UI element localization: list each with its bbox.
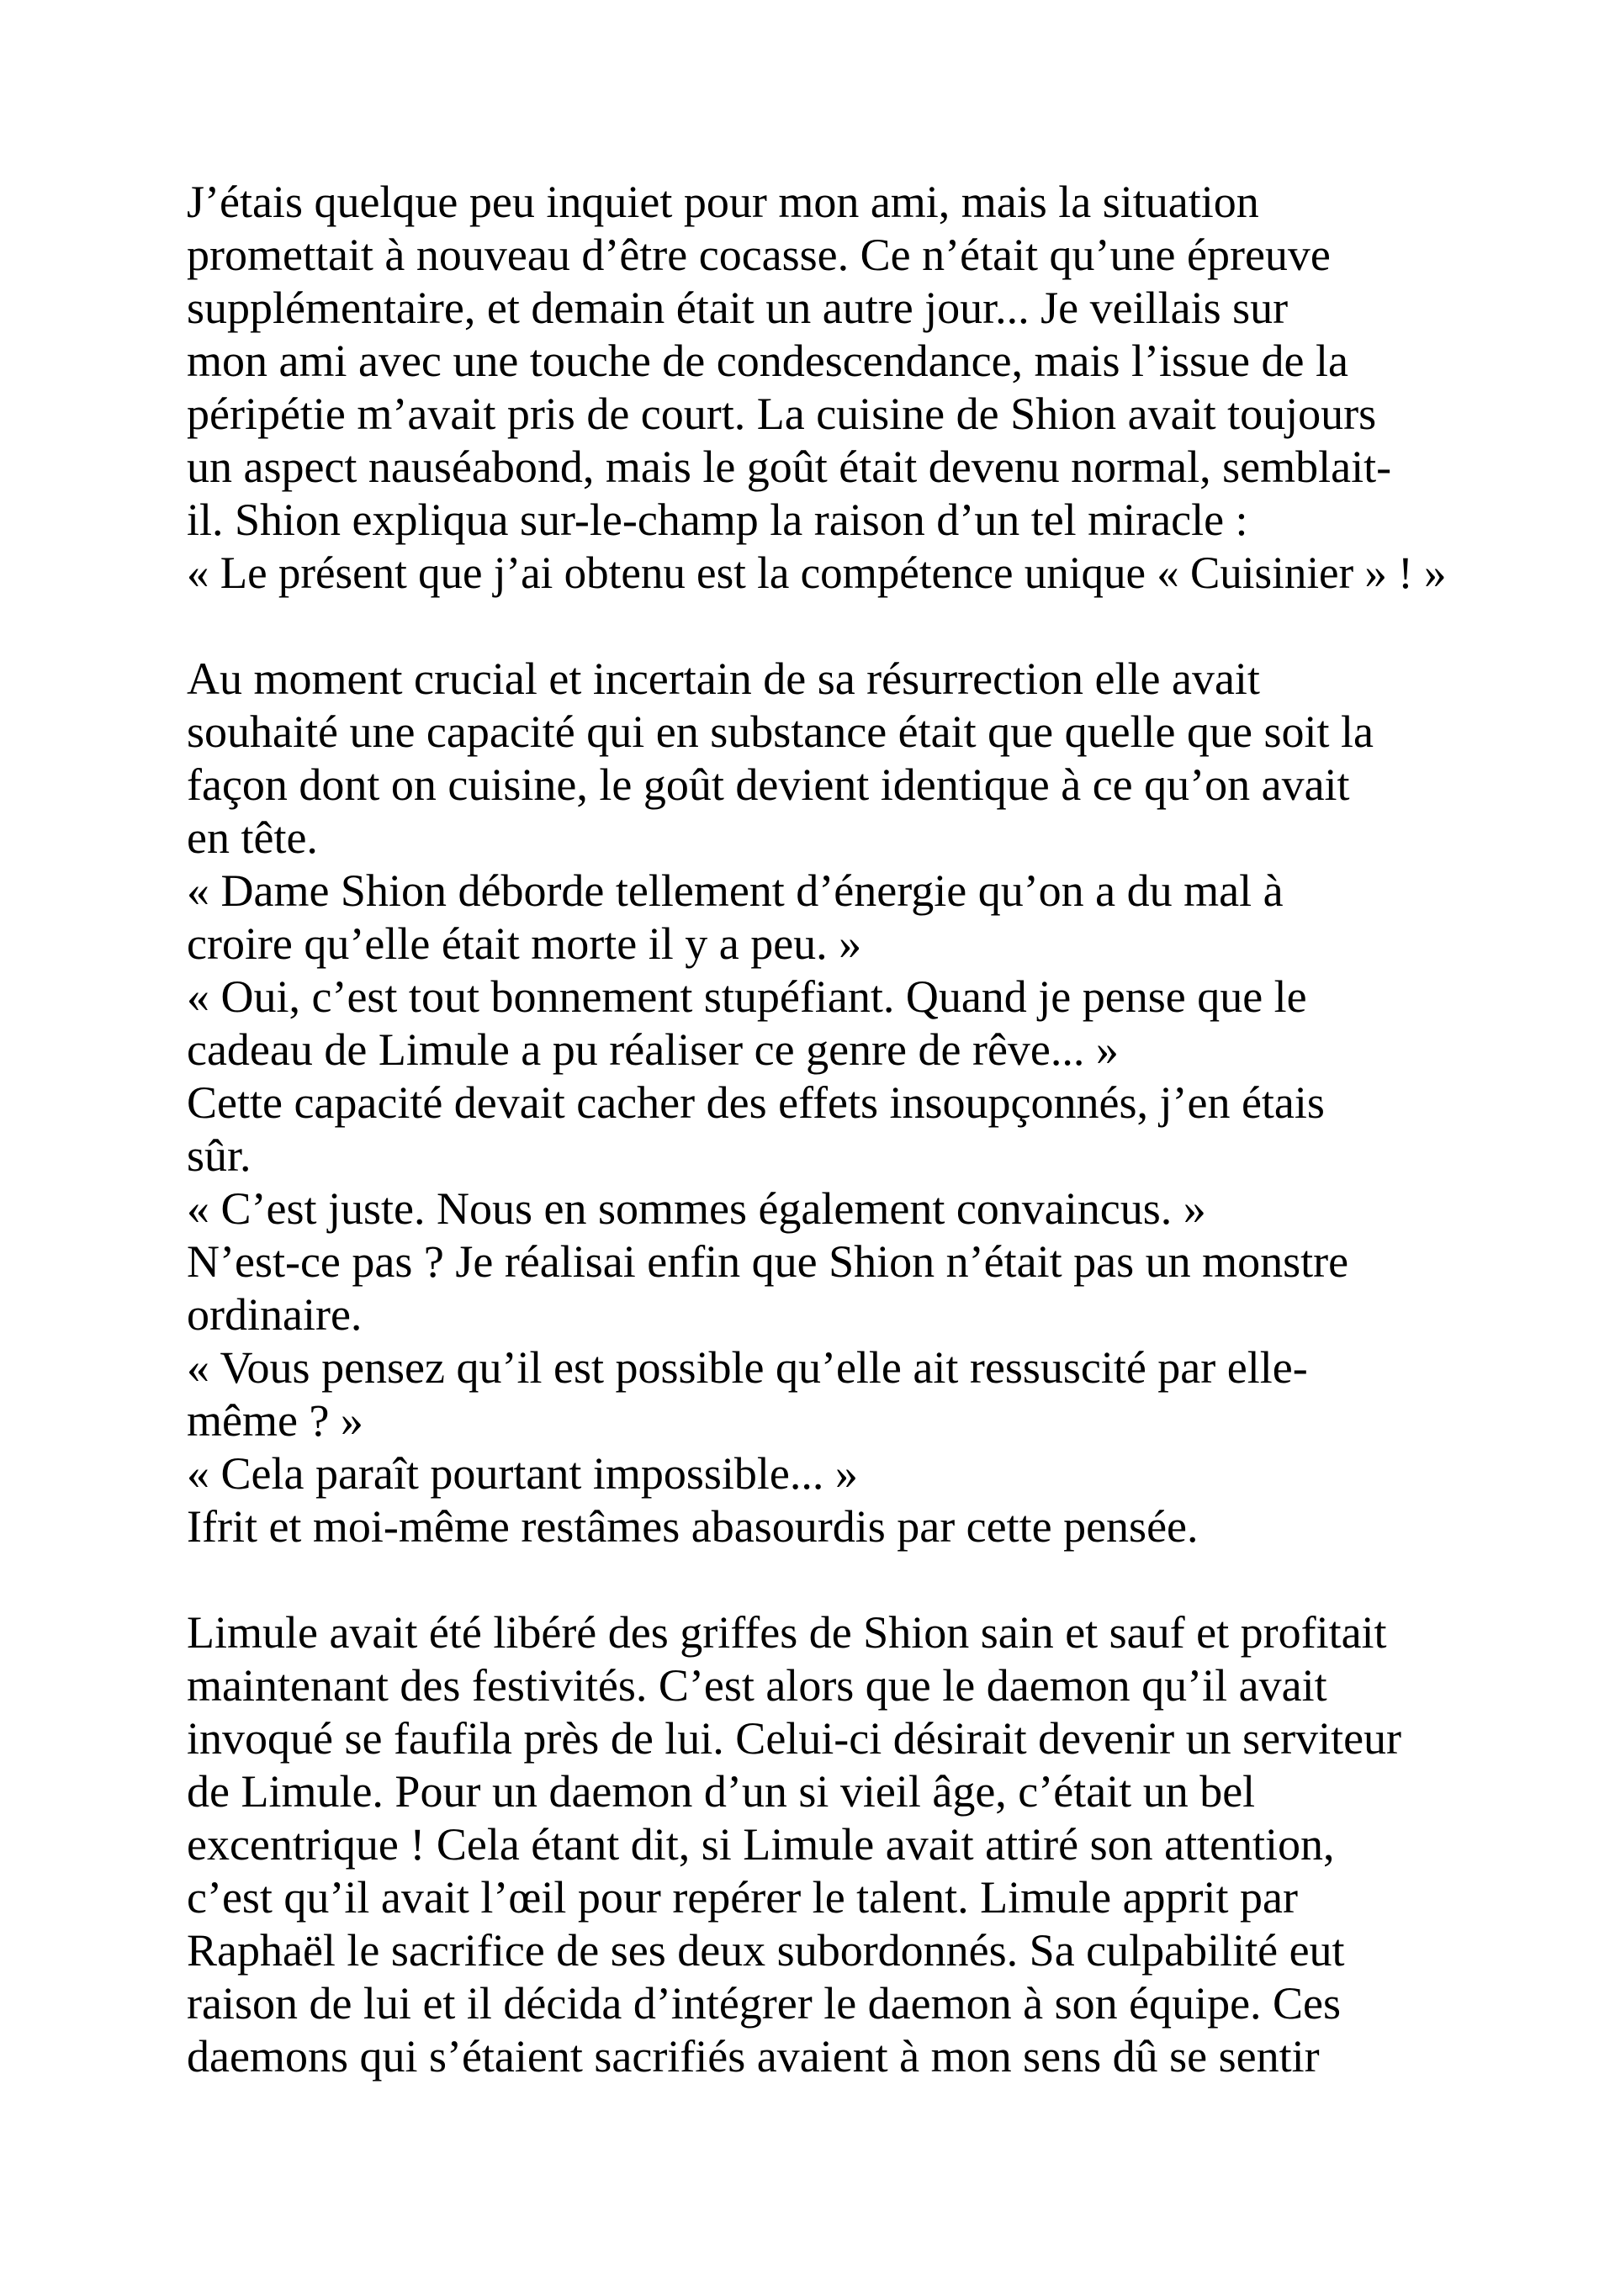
text-line: croire qu’elle était morte il y a peu. » (187, 918, 862, 969)
text-line: de Limule. Pour un daemon d’un si vieil âge, c’était un bel (187, 1766, 1256, 1817)
paragraph (187, 865, 1447, 971)
text-line: mon ami avec une touche de condescendance, mais l’issue de la (187, 336, 1348, 386)
text-line: même ? » (187, 1395, 363, 1446)
text-line: maintenant des festivités. C’est alors que le daemon qu’il avait (187, 1660, 1327, 1711)
text-line: supplémentaire, et demain était un autre jour... Je veillais sur (187, 283, 1289, 333)
text-line: péripétie m’avait pris de court. La cuisine de Shion avait toujours (187, 389, 1377, 439)
text-line: « Le présent que j’ai obtenu est la compétence unique « Cuisinier » ! » (187, 548, 1447, 598)
text-line: « Dame Shion déborde tellement d’énergie qu’on a du mal à (187, 865, 1284, 916)
text-line: « Cela paraît pourtant impossible... » (187, 1448, 858, 1499)
text-line: J’étais quelque peu inquiet pour mon ami, mais la situation (187, 177, 1259, 227)
paragraph (187, 1500, 1447, 1553)
paragraph (187, 176, 1447, 547)
text-line: ordinaire. (187, 1289, 363, 1340)
paragraph (187, 971, 1447, 1077)
text-line: Raphaël le sacrifice de ses deux subordonnés. Sa culpabilité eut (187, 1925, 1345, 1976)
text-line: un aspect nauséabond, mais le goût était devenu normal, semblait- (187, 442, 1392, 492)
text-line: Cette capacité devait cacher des effets insoupçonnés, j’en étais (187, 1077, 1325, 1128)
text-line: c’est qu’il avait l’œil pour repérer le talent. Limule apprit par (187, 1872, 1298, 1923)
text-line: il. Shion expliqua sur-le-champ la raison d’un tel miracle : (187, 495, 1248, 545)
text-line: « Oui, c’est tout bonnement stupéfiant. Quand je pense que le (187, 971, 1307, 1022)
paragraph (187, 1606, 1447, 2083)
text-line: N’est-ce pas ? Je réalisai enfin que Shion n’était pas un monstre (187, 1236, 1349, 1287)
section (187, 1606, 1447, 2083)
text-line: Ifrit et moi-même restâmes abasourdis par cette pensée. (187, 1501, 1199, 1552)
section (187, 176, 1447, 600)
paragraph (187, 1447, 1447, 1500)
paragraph (187, 547, 1447, 600)
paragraph (187, 653, 1447, 865)
paragraph (187, 1341, 1447, 1447)
paragraph (187, 1182, 1447, 1235)
text-block (187, 176, 1447, 2083)
paragraph (187, 1077, 1447, 1182)
text-line: raison de lui et il décida d’intégrer le daemon à son équipe. Ces (187, 1978, 1342, 2029)
text-line: sûr. (187, 1130, 252, 1181)
text-line: façon dont on cuisine, le goût devient identique à ce qu’on avait (187, 759, 1350, 810)
text-line: cadeau de Limule a pu réaliser ce genre de rêve... » (187, 1024, 1119, 1075)
text-line: souhaité une capacité qui en substance était que quelle que soit la (187, 706, 1374, 757)
text-line: excentrique ! Cela étant dit, si Limule avait attiré son attention, (187, 1819, 1335, 1870)
text-line: Au moment crucial et incertain de sa résurrection elle avait (187, 653, 1260, 704)
paragraph (187, 1235, 1447, 1341)
text-line: « Vous pensez qu’il est possible qu’elle ait ressuscité par elle- (187, 1342, 1308, 1393)
section (187, 653, 1447, 1553)
text-line: « C’est juste. Nous en sommes également convaincus. » (187, 1183, 1206, 1234)
text-line: daemons qui s’étaient sacrifiés avaient à mon sens dû se sentir (187, 2031, 1320, 2082)
text-line: en tête. (187, 812, 318, 863)
text-line: Limule avait été libéré des griffes de Shion sain et sauf et profitait (187, 1607, 1387, 1658)
text-line: invoqué se faufila près de lui. Celui-ci désirait devenir un serviteur (187, 1713, 1402, 1764)
text-line: promettait à nouveau d’être cocasse. Ce n’était qu’une épreuve (187, 230, 1331, 280)
